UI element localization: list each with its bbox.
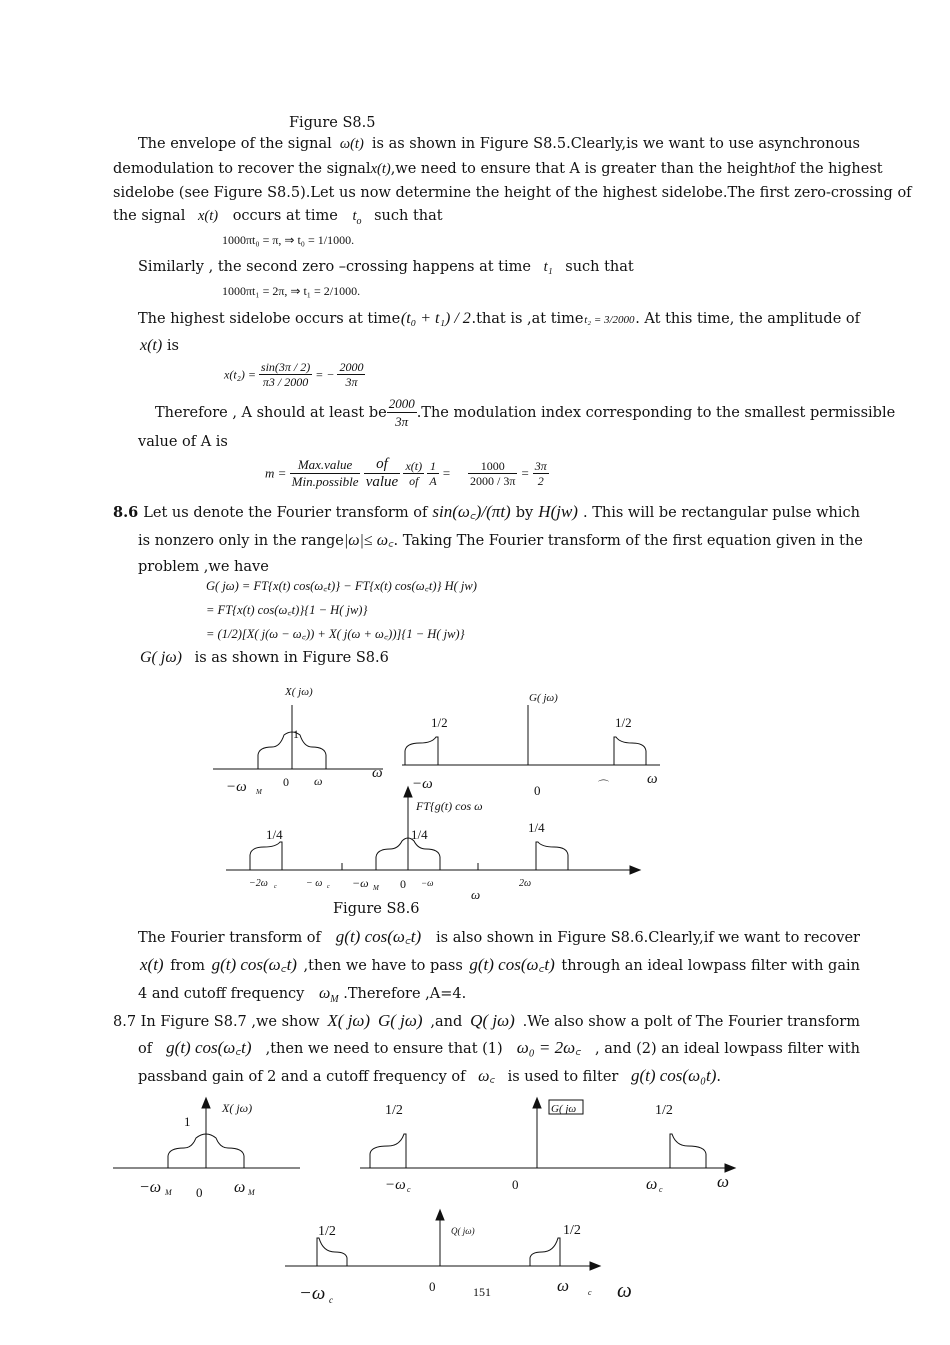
spectrum-curve — [670, 1134, 706, 1168]
tick-label: ω — [314, 774, 323, 788]
value-label: 1/2 — [385, 1103, 403, 1118]
spectrum-curve — [536, 842, 568, 870]
text: ,then we have to pass — [303, 958, 463, 974]
tick-label-sub: c — [327, 884, 330, 890]
text: such that — [565, 259, 634, 275]
axis-label: ω — [471, 887, 481, 902]
tick-label: −ω — [421, 878, 434, 888]
arrow-icon — [436, 1210, 444, 1220]
tick-label: 0 — [400, 877, 406, 891]
fraction — [468, 459, 517, 488]
fraction — [403, 459, 424, 488]
tick-label-sub: c — [407, 1185, 411, 1194]
tick-label: 0 — [534, 783, 541, 798]
tick-label: 0 — [512, 1177, 519, 1192]
tick-label: 0 — [429, 1279, 436, 1294]
math: (t₀ + t₁) / 2 — [400, 310, 471, 327]
denominator: 2 — [537, 474, 544, 488]
text: is nonzero only in the range — [138, 533, 344, 549]
spectrum-curve — [370, 1134, 406, 1168]
paragraph-line — [113, 206, 443, 232]
axis-label: ω — [717, 1172, 730, 1191]
text: .Therefore ,A=4. — [343, 986, 467, 1002]
figure-caption-s86: Figure S8.6 — [333, 901, 420, 917]
figure-s87 — [0, 1092, 950, 1312]
paragraph-line — [140, 648, 389, 668]
tick-label-sub: c — [274, 884, 277, 890]
text: The Fourier transform of — [138, 930, 321, 946]
tick-label: ω — [557, 1276, 570, 1295]
text: , and (2) an ideal lowpass filter with — [595, 1041, 860, 1057]
text: of the highest — [781, 161, 883, 177]
text: through an ideal lowpass filter with gain — [561, 958, 860, 974]
spectrum-curve — [614, 737, 646, 765]
math: H(jw) — [538, 502, 578, 521]
text: such that — [374, 208, 443, 224]
tick-label: ⌒ — [598, 780, 609, 792]
paragraph-line — [138, 134, 860, 154]
math: sin(ω꜀)/(πt) — [432, 502, 511, 521]
spectrum-curve — [317, 1238, 347, 1266]
math: X( jω) — [327, 1011, 371, 1030]
value-label: 1/2 — [431, 715, 448, 730]
text: ,we need to ensure that A is greater than the height — [390, 161, 774, 177]
fraction — [364, 456, 400, 491]
denominator: A — [429, 474, 437, 488]
arrow-icon — [404, 787, 412, 797]
fraction — [290, 457, 361, 490]
paragraph-line — [140, 336, 179, 356]
figure-s86 — [0, 675, 950, 905]
tick-label: −2ω — [249, 878, 268, 889]
paragraph-line — [138, 927, 860, 948]
spectrum-curve — [250, 842, 282, 870]
spectrum-curve — [405, 737, 438, 765]
text: is used to filter — [507, 1069, 619, 1085]
peak-label: 1 — [184, 1114, 191, 1129]
paragraph-line — [138, 1038, 860, 1059]
paragraph-line — [138, 984, 466, 1010]
numerator: 2000 — [339, 360, 364, 374]
tick-label: −ω — [352, 876, 369, 890]
math: t₁ — [543, 259, 553, 275]
paragraph-line — [138, 1066, 721, 1087]
paragraph-line — [113, 1011, 860, 1032]
text: occurs at time — [232, 208, 338, 224]
math: ω꜀ — [478, 1068, 495, 1085]
text: 8.7 In Figure S8.7 ,we show — [113, 1014, 320, 1030]
text: from — [170, 958, 205, 974]
text: sidelobe (see Figure S8.5).Let us now determine the height of the highest sidelobe.The first zero-crossing of — [113, 185, 912, 201]
paragraph-line — [138, 309, 860, 330]
axis-label: G( jω) — [529, 692, 558, 704]
figure-caption-s85: Figure S8.5 — [289, 115, 376, 131]
math: h — [773, 161, 782, 177]
denominator: Min.possible — [291, 474, 359, 489]
math: G( jω) — [377, 1011, 423, 1030]
axis-label: ω — [617, 1278, 632, 1302]
section-number: 8.6 — [113, 504, 139, 521]
axis-label: ω — [647, 771, 658, 787]
tick-label: 2ω — [519, 878, 532, 889]
equation-g2: = FT{x(t) cos(ω꜀t)}{1 − H( jw)} — [206, 603, 368, 617]
text: passband gain of 2 and a cutoff frequency of — [138, 1069, 466, 1085]
tick-label-sub: M — [248, 1188, 255, 1197]
tick-label: − ω — [306, 878, 323, 889]
fraction — [533, 459, 549, 488]
numerator: 2000 — [388, 396, 415, 411]
tick-label: −ω — [226, 779, 247, 795]
denominator: of — [409, 474, 419, 488]
text: ,then we need to ensure that (1) — [265, 1041, 503, 1057]
text: 4 and cutoff frequency — [138, 986, 305, 1002]
text: ,and — [430, 1014, 463, 1030]
text: . Taking The Fourier transform of the first equation given in the — [393, 533, 863, 549]
page-number: 151 — [473, 1285, 491, 1299]
text: Similarly , the second zero –crossing happens at time — [138, 259, 531, 275]
math: x(t) — [140, 955, 164, 974]
denominator: 3π — [395, 414, 409, 429]
math: = — [441, 465, 451, 481]
text: of — [138, 1041, 153, 1057]
tick-label-sub: M — [373, 884, 379, 892]
math: m = — [265, 465, 287, 481]
math: G( jω) — [140, 649, 182, 666]
math: t₂ = 3/2000 — [584, 314, 635, 326]
axis-label: X( jω) — [222, 1101, 253, 1115]
numerator: sin(3π / 2) — [260, 360, 311, 374]
text: by — [515, 505, 534, 521]
equation-4 — [265, 456, 549, 491]
peak-label: 1 — [293, 727, 299, 741]
arrow-icon — [202, 1098, 210, 1108]
axis-label: FT{g(t) cos ω — [416, 799, 483, 813]
math: g(t) cos(ω꜀t) — [211, 955, 297, 974]
tick-label: 0 — [196, 1185, 203, 1200]
numerator: of — [364, 456, 400, 474]
value-label: 1/2 — [615, 715, 632, 730]
tick-label: −ω — [299, 1283, 326, 1304]
math: x(t₂) = — [224, 367, 256, 382]
math: g(t) cos(ω₀t) — [630, 1066, 717, 1085]
equation-3 — [224, 360, 365, 389]
denominator: 3π — [345, 375, 358, 389]
text: . This will be rectangular pulse which — [583, 505, 860, 521]
arrow-icon — [630, 866, 640, 874]
arrow-icon — [590, 1262, 600, 1270]
math: t — [352, 208, 357, 224]
math: = − — [315, 367, 335, 382]
paragraph-line — [113, 183, 912, 203]
text: Let us denote the Fourier transform of — [143, 505, 428, 521]
tick-label: 0 — [283, 775, 289, 789]
value-label: 1/4 — [266, 827, 283, 842]
axis-label: ω — [372, 765, 383, 781]
text: . At this time, the amplitude of — [635, 311, 860, 327]
equation-1: 1000πt₀ = π, ⇒ t₀ = 1/1000. — [222, 233, 355, 247]
paragraph-line: problem ,we have — [138, 559, 269, 575]
math: Q( jω) — [470, 1011, 515, 1030]
spectrum-curve — [530, 1238, 560, 1266]
fraction — [259, 360, 312, 389]
tick-label: ω — [234, 1179, 246, 1196]
text: demodulation to recover the signal — [113, 161, 371, 177]
text: is also shown in Figure S8.6.Clearly,if we want to recover — [436, 930, 860, 946]
numerator: 1000 — [468, 459, 517, 474]
fraction — [387, 395, 417, 430]
text: is as shown in Figure S8.5.Clearly,is we want to use asynchronous — [371, 136, 860, 152]
math: g(t) cos(ω꜀t) — [166, 1038, 252, 1057]
text: The highest sidelobe occurs at time — [138, 311, 401, 327]
arrow-icon — [533, 1098, 541, 1108]
tick-label: −ω — [139, 1179, 162, 1196]
equation-g3: = (1/2)[X( j(ω − ω꜀)) + X( j(ω + ω꜀))]{1 − H( jw)} — [206, 627, 465, 641]
text: is — [166, 338, 179, 354]
math: = — [520, 465, 530, 481]
math: ω — [318, 985, 331, 1002]
axis-label: Q( jω) — [451, 1226, 475, 1236]
tick-label-sub: c — [659, 1185, 663, 1194]
text: .that is ,at time — [471, 311, 584, 327]
tick-label: −ω — [412, 776, 433, 792]
numerator: 3π — [534, 459, 547, 473]
value-label: 1/2 — [563, 1223, 581, 1238]
paragraph-line — [155, 395, 896, 430]
math-sub: o — [356, 215, 362, 227]
math: g(t) cos(ω꜀t) — [335, 927, 422, 946]
text: .The modulation index corresponding to the smallest permissible — [416, 404, 896, 421]
value-label: 1/4 — [528, 820, 545, 835]
text: the signal — [113, 208, 186, 224]
tick-label-sub: M — [165, 1188, 172, 1197]
value-label: 1/2 — [655, 1103, 673, 1118]
tick-label-sub: M — [256, 788, 262, 796]
math: ω₀ = 2ω꜀ — [516, 1038, 581, 1057]
numerator: 1 — [427, 459, 438, 474]
equation-g1: G( jω) = FT{x(t) cos(ω꜀t)} − FT{x(t) cos(ω꜀t)} H( jw) — [206, 579, 477, 593]
math: x(t) — [370, 161, 391, 177]
math-sub: M — [330, 993, 339, 1005]
math: x(t) — [140, 337, 163, 354]
numerator: Max.value — [290, 457, 361, 474]
denominator: 2000 / 3π — [470, 474, 516, 488]
text: Therefore , A should at least be — [155, 404, 387, 421]
paragraph-line: value of A is — [138, 434, 228, 450]
text: The envelope of the signal — [138, 136, 332, 152]
denominator: π3 / 2000 — [262, 375, 309, 389]
paragraph-line — [113, 159, 883, 179]
equation-2: 1000πt₁ = 2π, ⇒ t₁ = 2/1000. — [222, 284, 361, 298]
tick-label-sub: c — [329, 1295, 333, 1305]
value-label: 1/2 — [318, 1224, 336, 1239]
axis-label: G( jω — [551, 1103, 577, 1115]
numerator: x(t) — [405, 459, 423, 473]
math: ω(t) — [339, 136, 364, 152]
paragraph-line — [113, 502, 860, 523]
tick-label: −ω — [385, 1177, 406, 1193]
tick-label: ω — [646, 1176, 658, 1193]
denominator: value — [365, 474, 399, 490]
math: |ω|≤ ω꜀ — [343, 532, 394, 549]
tick-label-sub: c — [588, 1288, 592, 1297]
value-label: 1/4 — [411, 827, 428, 842]
paragraph-line — [138, 531, 863, 551]
math: x(t) — [197, 208, 219, 224]
arrow-icon — [725, 1164, 735, 1172]
math: g(t) cos(ω꜀t) — [469, 955, 555, 974]
paragraph-line — [140, 955, 860, 976]
axis-label: X( jω) — [285, 686, 313, 698]
text: is as shown in Figure S8.6 — [194, 650, 389, 666]
text: .We also show a polt of The Fourier transform — [522, 1014, 860, 1030]
fraction — [427, 459, 438, 488]
fraction — [337, 360, 365, 389]
paragraph-line — [138, 257, 634, 277]
text: . — [716, 1069, 721, 1085]
